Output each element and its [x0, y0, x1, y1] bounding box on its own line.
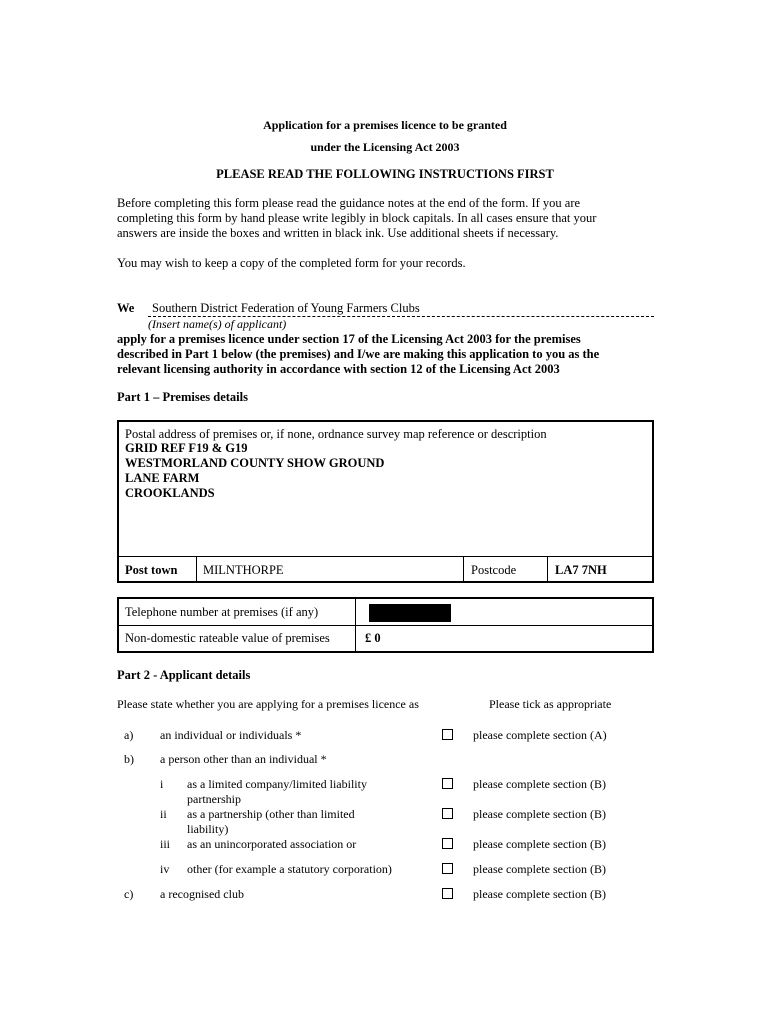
divider [547, 556, 548, 581]
option-bi-action: please complete section (B) [473, 777, 606, 791]
option-a-action: please complete section (A) [473, 728, 607, 742]
applicant-name-field[interactable] [148, 300, 654, 317]
option-c-marker: c) [124, 887, 134, 901]
option-bii-text-line2: liability) [187, 822, 229, 836]
intro-line-2: completing this form by hand please write legibly in block capitals. In all cases ensure that your [117, 211, 597, 225]
option-b-text: a person other than an individual * [160, 752, 327, 766]
telephone-rateable-box [117, 597, 654, 653]
statement-line-3: relevant licensing authority in accordance with section 12 of the Licensing Act 2003 [117, 362, 560, 376]
option-biii-text: as an unincorporated association or [187, 837, 357, 851]
premises-address-box [117, 420, 654, 583]
part1-heading: Part 1 – Premises details [117, 390, 248, 404]
option-a-checkbox[interactable] [442, 729, 453, 740]
option-biv-action: please complete section (B) [473, 862, 606, 876]
post-town-divider [119, 556, 652, 557]
applicant-name-value: Southern District Federation of Young Farmers Clubs [152, 301, 420, 315]
option-bi-text-line1: as a limited company/limited liability [187, 777, 367, 791]
part2-heading: Part 2 - Applicant details [117, 668, 251, 682]
address-line-4[interactable]: CROOKLANDS [125, 486, 215, 500]
applicant-name-hint: (Insert name(s) of applicant) [148, 317, 287, 331]
option-c-action: please complete section (B) [473, 887, 606, 901]
option-b-marker: b) [124, 752, 134, 766]
address-line-1[interactable]: GRID REF F19 & G19 [125, 441, 248, 455]
rateable-value[interactable]: £ 0 [365, 631, 381, 645]
rateable-label: Non-domestic rateable value of premises [125, 631, 330, 645]
instructions-heading: PLEASE READ THE FOLLOWING INSTRUCTIONS FIRST [216, 167, 554, 181]
option-bii-marker: ii [160, 807, 167, 821]
tick-note: Please tick as appropriate [489, 697, 612, 711]
copy-note: You may wish to keep a copy of the completed form for your records. [117, 256, 466, 270]
form-title-line1: Application for a premises licence to be granted [263, 118, 507, 132]
intro-line-3: answers are inside the boxes and written in black ink. Use additional sheets if necessary. [117, 226, 559, 240]
post-town-value[interactable]: MILNTHORPE [203, 563, 284, 577]
option-biii-marker: iii [160, 837, 171, 851]
option-biv-marker: iv [160, 862, 170, 876]
divider [463, 556, 464, 581]
option-bi-marker: i [160, 777, 164, 791]
we-label: We [117, 301, 135, 315]
postcode-value[interactable]: LA7 7NH [555, 563, 607, 577]
option-bi-checkbox[interactable] [442, 778, 453, 789]
option-a-text: an individual or individuals * [160, 728, 302, 742]
option-biv-checkbox[interactable] [442, 863, 453, 874]
statement-line-1: apply for a premises licence under section 17 of the Licensing Act 2003 for the premises [117, 332, 581, 346]
option-biii-action: please complete section (B) [473, 837, 606, 851]
option-c-checkbox[interactable] [442, 888, 453, 899]
intro-line-1: Before completing this form please read the guidance notes at the end of the form. If you are [117, 196, 581, 210]
option-c-text: a recognised club [160, 887, 244, 901]
divider [196, 556, 197, 581]
address-line-3[interactable]: LANE FARM [125, 471, 200, 485]
postcode-label: Postcode [471, 563, 517, 577]
option-bii-action: please complete section (B) [473, 807, 606, 821]
statement-line-2: described in Part 1 below (the premises) and I/we are making this application to you as the [117, 347, 600, 361]
telephone-label: Telephone number at premises (if any) [125, 605, 319, 619]
post-town-label: Post town [125, 563, 178, 577]
option-bii-checkbox[interactable] [442, 808, 453, 819]
option-a-marker: a) [124, 728, 134, 742]
address-label: Postal address of premises or, if none, ordnance survey map reference or description [125, 427, 547, 441]
form-title-line2: under the Licensing Act 2003 [310, 140, 460, 154]
part2-question: Please state whether you are applying for a premises licence as [117, 697, 419, 711]
option-bii-text-line1: as a partnership (other than limited [187, 807, 355, 821]
address-line-2[interactable]: WESTMORLAND COUNTY SHOW GROUND [125, 456, 385, 470]
option-biii-checkbox[interactable] [442, 838, 453, 849]
divider [119, 625, 652, 626]
option-biv-text: other (for example a statutory corporation) [187, 862, 392, 876]
option-bi-text-line2: partnership [187, 792, 241, 806]
telephone-redacted-value[interactable] [369, 604, 451, 622]
